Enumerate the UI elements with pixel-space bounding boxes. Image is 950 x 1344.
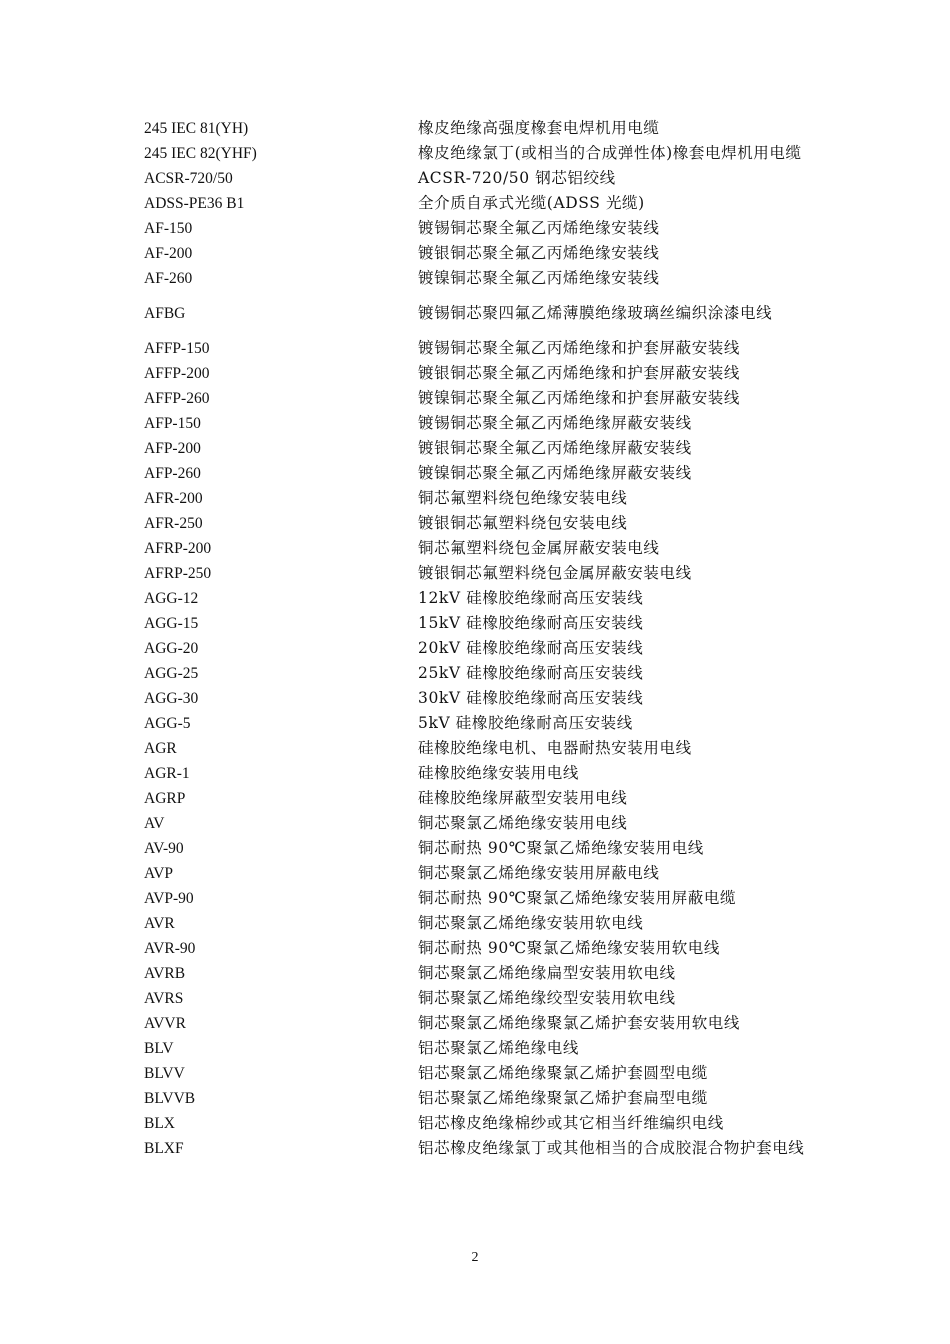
cable-code: 245 IEC 81(YH): [144, 120, 249, 137]
cable-description: 铝芯橡皮绝缘棉纱或其它相当纤维编织电线: [418, 1114, 724, 1132]
table-row: [144, 1011, 824, 1036]
cable-code: AFFP-260: [144, 390, 210, 407]
cable-code: AF-260: [144, 270, 193, 287]
table-row: [144, 836, 824, 861]
table-row: [144, 386, 824, 411]
cable-description: 铜芯聚氯乙烯绝缘扁型安装用软电线: [418, 964, 676, 982]
cable-description: 铝芯聚氯乙烯绝缘电线: [418, 1039, 580, 1057]
table-row: [144, 1111, 824, 1136]
cable-description: ACSR-720/50 钢芯铝绞线: [418, 169, 616, 187]
cable-description: 铜芯耐热 90℃聚氯乙烯绝缘安装用电线: [418, 839, 704, 857]
cable-description: 铜芯聚氯乙烯绝缘聚氯乙烯护套安装用软电线: [418, 1014, 741, 1032]
table-row: [144, 736, 824, 761]
cable-description: 15kV 硅橡胶绝缘耐高压安装线: [418, 614, 644, 632]
table-row: [144, 711, 824, 736]
cable-code: AGR-1: [144, 765, 190, 782]
cable-code: AGR: [144, 740, 177, 757]
table-row: [144, 266, 824, 291]
table-row: [144, 216, 824, 241]
cable-description: 镀银铜芯聚全氟乙丙烯绝缘安装线: [418, 244, 660, 262]
cable-code: AVP: [144, 865, 174, 882]
cable-description: 镀锡铜芯聚全氟乙丙烯绝缘屏蔽安装线: [418, 414, 692, 432]
cable-code: ACSR-720/50: [144, 170, 233, 187]
table-row: [144, 911, 824, 936]
cable-description: 镀镍铜芯聚全氟乙丙烯绝缘和护套屏蔽安装线: [418, 389, 741, 407]
table-row: [144, 636, 824, 661]
cable-description: 25kV 硅橡胶绝缘耐高压安装线: [418, 664, 644, 682]
table-row: [144, 461, 824, 486]
table-row: [144, 511, 824, 536]
table-row: [144, 586, 824, 611]
cable-description: 铜芯耐热 90℃聚氯乙烯绝缘安装用屏蔽电缆: [418, 889, 737, 907]
cable-code: AGG-5: [144, 715, 191, 732]
table-row: [144, 861, 824, 886]
cable-description: 30kV 硅橡胶绝缘耐高压安装线: [418, 689, 644, 707]
table-row: [144, 961, 824, 986]
table-row: [144, 986, 824, 1011]
table-row: [144, 116, 824, 141]
cable-code: AV-90: [144, 840, 184, 857]
cable-description: 镀银铜芯聚全氟乙丙烯绝缘和护套屏蔽安装线: [418, 364, 741, 382]
cable-description: 铜芯聚氯乙烯绝缘安装用电线: [418, 814, 628, 832]
cable-description: 镀镍铜芯聚全氟乙丙烯绝缘安装线: [418, 269, 660, 287]
table-row: [144, 561, 824, 586]
cable-code: AVR: [144, 915, 175, 932]
cable-code: AFP-150: [144, 415, 201, 432]
cable-code: BLV: [144, 1040, 174, 1057]
cable-description: 铝芯橡皮绝缘氯丁或其他相当的合成胶混合物护套电线: [418, 1139, 805, 1157]
cable-code: BLX: [144, 1115, 175, 1132]
cable-code: 245 IEC 82(YHF): [144, 145, 257, 162]
cable-description: 铜芯氟塑料绕包金属屏蔽安装电线: [418, 539, 660, 557]
cable-code: AGG-12: [144, 590, 199, 607]
cable-description: 硅橡胶绝缘电机、电器耐热安装用电线: [418, 739, 692, 757]
table-row: [144, 1086, 824, 1111]
cable-description: 镀锡铜芯聚四氟乙烯薄膜绝缘玻璃丝编织涂漆电线: [418, 304, 773, 322]
cable-description: 镀锡铜芯聚全氟乙丙烯绝缘和护套屏蔽安装线: [418, 339, 741, 357]
cable-code: BLVVB: [144, 1090, 196, 1107]
cable-code: AFP-260: [144, 465, 201, 482]
cable-code: AGG-15: [144, 615, 199, 632]
cable-description: 20kV 硅橡胶绝缘耐高压安装线: [418, 639, 644, 657]
cable-code: AVVR: [144, 1015, 186, 1032]
table-row: [144, 486, 824, 511]
table-row: [144, 661, 824, 686]
table-row: [144, 761, 824, 786]
cable-description: 铜芯聚氯乙烯绝缘安装用软电线: [418, 914, 644, 932]
cable-code: AFR-250: [144, 515, 203, 532]
cable-description: 镀银铜芯氟塑料绕包安装电线: [418, 514, 628, 532]
cable-description: 镀银铜芯聚全氟乙丙烯绝缘屏蔽安装线: [418, 439, 692, 457]
table-row: [144, 936, 824, 961]
cable-code: AGRP: [144, 790, 186, 807]
table-row: [144, 291, 824, 336]
table-row: [144, 1036, 824, 1061]
table-row: [144, 536, 824, 561]
cable-code: AGG-25: [144, 665, 199, 682]
cable-description: 铜芯聚氯乙烯绝缘安装用屏蔽电线: [418, 864, 660, 882]
cable-description: 12kV 硅橡胶绝缘耐高压安装线: [418, 589, 644, 607]
cable-code: AF-150: [144, 220, 193, 237]
table-row: [144, 411, 824, 436]
table-row: [144, 1136, 824, 1161]
cable-code: AFRP-200: [144, 540, 212, 557]
cable-code-table: [144, 116, 824, 1161]
page-number: 2: [471, 1250, 479, 1265]
cable-description: 镀锡铜芯聚全氟乙丙烯绝缘安装线: [418, 219, 660, 237]
cable-description: 橡皮绝缘高强度橡套电焊机用电缆: [418, 119, 660, 137]
cable-code: AGG-20: [144, 640, 199, 657]
cable-code: AFBG: [144, 305, 186, 322]
cable-code: AFP-200: [144, 440, 201, 457]
table-row: [144, 611, 824, 636]
cable-code: AFFP-150: [144, 340, 210, 357]
cable-code: AGG-30: [144, 690, 199, 707]
cable-code: ADSS-PE36 B1: [144, 195, 245, 212]
cable-code: AVRS: [144, 990, 184, 1007]
cable-code: AFFP-200: [144, 365, 210, 382]
table-row: [144, 436, 824, 461]
cable-code: AF-200: [144, 245, 193, 262]
cable-description: 橡皮绝缘氯丁(或相当的合成弹性体)橡套电焊机用电缆: [418, 144, 802, 162]
table-row: [144, 361, 824, 386]
cable-code: AFRP-250: [144, 565, 212, 582]
table-row: [144, 166, 824, 191]
cable-description: 镀银铜芯氟塑料绕包金属屏蔽安装电线: [418, 564, 692, 582]
table-row: [144, 1061, 824, 1086]
cable-code: BLXF: [144, 1140, 184, 1157]
cable-description: 铜芯聚氯乙烯绝缘绞型安装用软电线: [418, 989, 676, 1007]
cable-code: AVRB: [144, 965, 186, 982]
cable-description: 镀镍铜芯聚全氟乙丙烯绝缘屏蔽安装线: [418, 464, 692, 482]
cable-description: 硅橡胶绝缘屏蔽型安装用电线: [418, 789, 628, 807]
cable-description: 铝芯聚氯乙烯绝缘聚氯乙烯护套扁型电缆: [418, 1089, 708, 1107]
table-row: [144, 811, 824, 836]
table-row: [144, 191, 824, 216]
cable-code: AFR-200: [144, 490, 203, 507]
cable-description: 全介质自承式光缆(ADSS 光缆): [418, 194, 645, 212]
cable-description: 铜芯耐热 90℃聚氯乙烯绝缘安装用软电线: [418, 939, 720, 957]
cable-description: 铝芯聚氯乙烯绝缘聚氯乙烯护套圆型电缆: [418, 1064, 708, 1082]
cable-code: AV: [144, 815, 165, 832]
cable-code: AVR-90: [144, 940, 196, 957]
cable-description: 5kV 硅橡胶绝缘耐高压安装线: [418, 714, 633, 732]
table-row: [144, 786, 824, 811]
cable-code: AVP-90: [144, 890, 194, 907]
cable-description: 硅橡胶绝缘安装用电线: [418, 764, 580, 782]
table-row: [144, 141, 824, 166]
table-row: [144, 241, 824, 266]
cable-code: BLVV: [144, 1065, 185, 1082]
table-row: [144, 886, 824, 911]
cable-description: 铜芯氟塑料绕包绝缘安装电线: [418, 489, 628, 507]
table-row: [144, 336, 824, 361]
table-row: [144, 686, 824, 711]
